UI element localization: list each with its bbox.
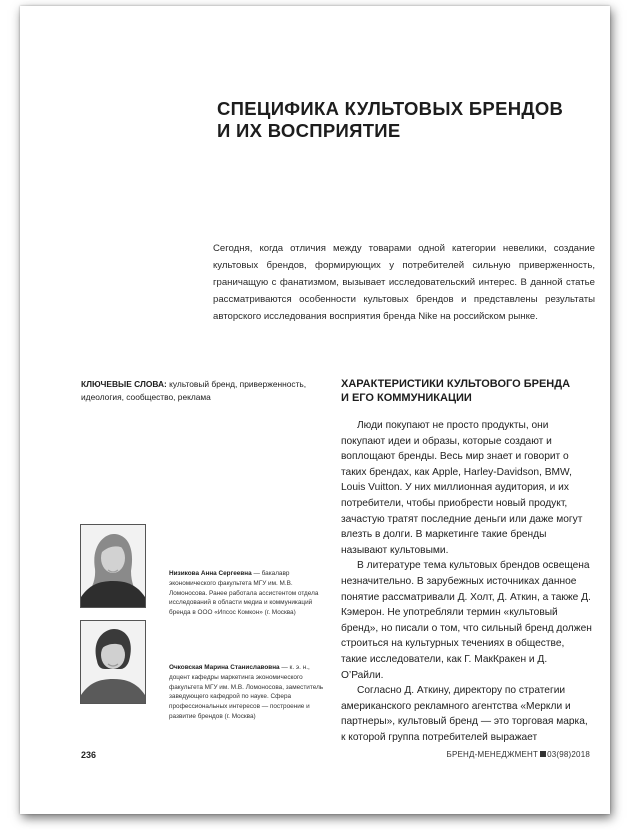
section-title: [341, 377, 601, 405]
author-info-2: [169, 663, 329, 722]
body-paragraph: Люди покупают не просто продукты, они покупают идеи и образы, которые создают и воплощают бренды. Весь мир знает и говорит о таких брендах, как Apple, Harley-Davidson, BMW, Louis Vuitton. У них миллионная аудитория, и их потребители, чтобы приобрести новый продукт, зачастую тратят последние деньги или даже могут влезть в долги. В маркетинге такие бренды называют культовыми.: [341, 420, 583, 556]
section-body: [341, 418, 592, 745]
author-portrait-2: [81, 621, 145, 703]
author-bio: — к. э. н., доцент кафедры маркетинга экономического факультета МГУ им. М.В. Ломоносова, заместитель заведующего кафедрой по науке. Сфера профессиональных интересов — построение и развитие брендов (г. Москва): [169, 664, 324, 720]
author-info-1: [169, 569, 329, 618]
section-title-line2: И ЕГО КОММУНИКАЦИИ: [341, 392, 472, 404]
square-bullet-icon: [540, 751, 546, 757]
article-title-line2: И ИХ ВОСПРИЯТИЕ: [217, 120, 401, 141]
magazine-footer: [447, 750, 591, 759]
article-title-line1: СПЕЦИФИКА КУЛЬТОВЫХ БРЕНДОВ: [217, 98, 564, 119]
author-name: Очковская Марина Станиславовна: [169, 664, 280, 671]
journal-page: [20, 6, 610, 814]
author-photo-2: [80, 620, 146, 704]
keywords-text: культовый бренд, приверженность, идеология, сообщество, реклама: [81, 379, 307, 402]
magazine-issue: 03(98)2018: [547, 750, 590, 759]
keywords-label: КЛЮЧЕВЫЕ СЛОВА:: [81, 379, 167, 389]
article-lead: Сегодня, когда отличия между товарами одной категории невелики, создание культовых брендов, формирующих у потребителей сильную приверженность, граничащую с фанатизмом, вызывает исследовательский интерес. В данной статье рассматриваются особенности культовых брендов и представлены результаты авторского исследования восприятия бренда Nike на российском рынке.: [213, 243, 595, 322]
magazine-name: БРЕНД-МЕНЕДЖМЕНТ: [446, 750, 539, 759]
body-paragraph: В литературе тема культовых брендов освещена незначительно. В зарубежных источниках данное понятие рассматривали Д. Холт, Д. Аткин, а также Д. Кэмерон. Не употребляли термин «культовый бренд», но писали о том, что сильный бренд должен строиться на культурных течениях в обществе, такие исследователи, как Г. МакКракен и Д. О’Райли.: [341, 560, 592, 681]
author-photo-1: [80, 524, 146, 608]
author-bio: — бакалавр экономического факультета МГУ им. М.В. Ломоносова. Ранее работала ассистентом отдела исследований в области медиа и коммуникаций бренда в ООО «Ипсос Комкон» (г. Москва): [169, 570, 319, 617]
article-title: [217, 98, 587, 142]
keywords: [81, 378, 331, 404]
author-portrait-1: [81, 525, 145, 607]
page-number: 236: [81, 750, 97, 760]
body-paragraph: Согласно Д. Аткину, директору по стратегии американского рекламного агентства «Меркли и партнеры», культовый бренд — это торговая марка, к которой группа потребителей выражает: [341, 685, 588, 743]
section-title-line1: ХАРАКТЕРИСТИКИ КУЛЬТОВОГО БРЕНДА: [341, 378, 571, 390]
author-name: Низикова Анна Сергеевна: [169, 570, 252, 577]
